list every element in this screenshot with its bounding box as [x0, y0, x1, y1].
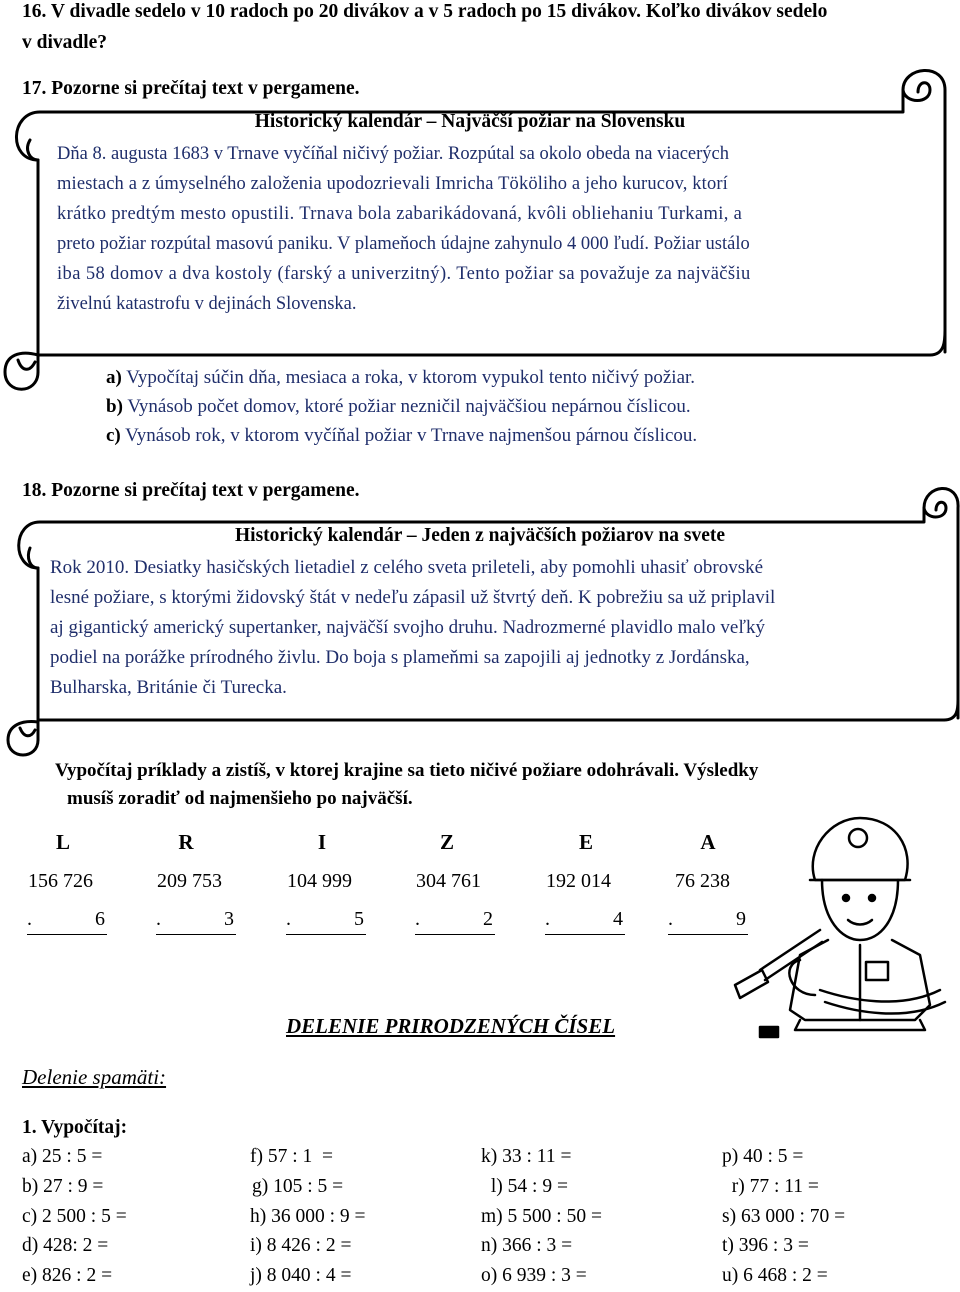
column-number-R: 209 753 — [157, 870, 222, 892]
multiplier-L-digit: 6 — [95, 908, 105, 930]
exercise-p: p) 40 : 5 = — [722, 1146, 804, 1167]
multiplier-I — [286, 908, 366, 935]
scroll-1-line-4: preto požiar rozpútal masovú paniku. V plameňoch údajne zahynulo 4 000 ľudí. Požiar ustálo — [57, 234, 750, 254]
column-number-I: 104 999 — [287, 870, 352, 892]
exercise-n: n) 366 : 3 = — [481, 1235, 573, 1256]
column-number-Z: 304 761 — [416, 870, 481, 892]
multiplier-R-dot: . — [156, 908, 161, 930]
question-b — [106, 396, 691, 418]
column-number-A: 76 238 — [675, 870, 730, 892]
scroll-1-line-3: krátko predtým mesto opustili. Trnava bola zabarikádovaná, kvôli obliehaniu Turkami, a — [57, 204, 743, 224]
exercise-r: r) 77 : 11 = — [722, 1176, 819, 1197]
question-a-text: Vypočítaj súčin dňa, mesiaca a roka, v ktorom vypukol tento ničivý požiar. — [121, 367, 696, 388]
exercise-l: l) 54 : 9 = — [486, 1176, 568, 1197]
scroll-1-line-1: Dňa 8. augusta 1683 v Trnave vyčíňal ničivý požiar. Rozpútal sa okolo obeda na viacerých — [57, 144, 729, 164]
question-c — [106, 425, 697, 447]
scroll-1-line-6: živelnú katastrofu v dejinách Slovenska. — [57, 294, 357, 314]
exercise-f: f) 57 : 1 = — [250, 1146, 334, 1167]
multiplier-A-dot: . — [668, 908, 673, 930]
multiplier-E — [545, 908, 625, 935]
column-letter-I: I — [317, 830, 327, 854]
exercise-t: t) 396 : 3 = — [722, 1235, 809, 1256]
exercise-o: o) 6 939 : 3 = — [481, 1265, 587, 1286]
column-letter-Z: Z — [439, 830, 454, 854]
question-a — [106, 367, 695, 389]
multiplier-E-dot: . — [545, 908, 550, 930]
multiplier-Z-dot: . — [415, 908, 420, 930]
exercise-s: s) 63 000 : 70 = — [722, 1206, 846, 1227]
multiplier-L — [27, 908, 107, 935]
scroll-2-line-3: aj gigantický americký supertanker, najväčší svojho druhu. Nadrozmerné plavidlo malo veľký — [50, 617, 766, 638]
exercise-j: j) 8 040 : 4 = — [250, 1265, 352, 1286]
instruction-line-1: Vypočítaj príklady a zistíš, v ktorej krajine sa tieto ničivé požiare odohrávali. Výsledky — [55, 760, 759, 781]
column-letter-L: L — [55, 830, 70, 854]
question-a-label: a) — [106, 367, 122, 388]
multiplier-A-digit: 9 — [736, 908, 746, 930]
task-17-heading: 17. Pozorne si prečítaj text v pergamene. — [22, 78, 360, 99]
exercise-i: i) 8 426 : 2 = — [250, 1235, 352, 1256]
question-c-label: c) — [106, 425, 121, 446]
question-b-text: Vynásob počet domov, ktoré požiar nezničil najväčšiou nepárnou číslicou. — [122, 396, 691, 417]
multiplier-R — [156, 908, 236, 935]
scroll-2-line-1: Rok 2010. Desiatky hasičských lietadiel z celého sveta prileteli, aby pomohli uhasiť obrovské — [50, 557, 764, 578]
column-letter-R: R — [178, 830, 194, 854]
column-number-L: 156 726 — [28, 870, 93, 892]
instruction-line-2: musíš zoradiť od najmenšieho po najväčší. — [67, 788, 413, 809]
multiplier-L-dot: . — [27, 908, 32, 930]
scroll-1-title: Historický kalendár – Najväčší požiar na Slovensku — [254, 111, 686, 132]
task-16-line-2: v divadle? — [22, 32, 108, 53]
multiplier-Z-digit: 2 — [483, 908, 493, 930]
exercise-d: d) 428: 2 = — [22, 1235, 109, 1256]
exercise-k: k) 33 : 11 = — [481, 1146, 572, 1167]
exercise-m: m) 5 500 : 50 = — [481, 1206, 602, 1227]
column-letter-E: E — [578, 830, 593, 854]
exercise-1-heading: 1. Vypočítaj: — [22, 1117, 128, 1138]
scroll-2-line-5: Bulharska, Británie či Turecka. — [50, 677, 287, 698]
exercise-g: g) 105 : 5 = — [252, 1176, 344, 1197]
division-title: DELENIE PRIRODZENÝCH ČÍSEL — [286, 1014, 616, 1038]
exercise-u: u) 6 468 : 2 = — [722, 1265, 828, 1286]
multiplier-I-digit: 5 — [354, 908, 364, 930]
fireman-illustration — [735, 818, 945, 1037]
multiplier-R-digit: 3 — [224, 908, 234, 930]
division-subtitle: Delenie spamäti: — [22, 1065, 167, 1089]
column-letter-A: A — [700, 830, 716, 854]
multiplier-Z — [415, 908, 495, 935]
task-16-line-1: 16. V divadle sedelo v 10 radoch po 20 divákov a v 5 radoch po 15 divákov. Koľko divákov sedelo — [22, 1, 828, 22]
task-18-heading: 18. Pozorne si prečítaj text v pergamene. — [22, 480, 360, 501]
multiplier-E-digit: 4 — [613, 908, 623, 930]
exercise-c: c) 2 500 : 5 = — [22, 1206, 127, 1227]
column-number-E: 192 014 — [546, 870, 611, 892]
scroll-1-line-2: miestach a z úmyselného založenia upodozrievali Imricha Tököliho a jeho kurucov, ktorí — [57, 174, 728, 194]
multiplier-I-dot: . — [286, 908, 291, 930]
scroll-2-line-2: lesné požiare, s ktorými židovský štát v nedeľu zápasil už štvrtý deň. K pobrežiu sa už priplavil — [50, 587, 776, 608]
scroll-1-line-5: iba 58 domov a dva kostoly (farský a univerzitný). Tento požiar sa považuje za najväčšiu — [57, 264, 751, 284]
scroll-2-title: Historický kalendár – Jeden z najväčších požiarov na svete — [234, 525, 725, 546]
question-c-text: Vynásob rok, v ktorom vyčíňal požiar v Trnave najmenšou párnou číslicou. — [120, 425, 698, 446]
exercise-b: b) 27 : 9 = — [22, 1176, 104, 1197]
exercise-a: a) 25 : 5 = — [22, 1146, 103, 1167]
exercise-h: h) 36 000 : 9 = — [250, 1206, 366, 1227]
scroll-2-line-4: podiel na porážke prírodného živlu. Do boja s plameňmi sa zapojili aj jednotky z Jordánska, — [50, 647, 750, 668]
multiplier-A — [668, 908, 748, 935]
exercise-e: e) 826 : 2 = — [22, 1265, 113, 1286]
question-b-label: b) — [106, 396, 123, 417]
